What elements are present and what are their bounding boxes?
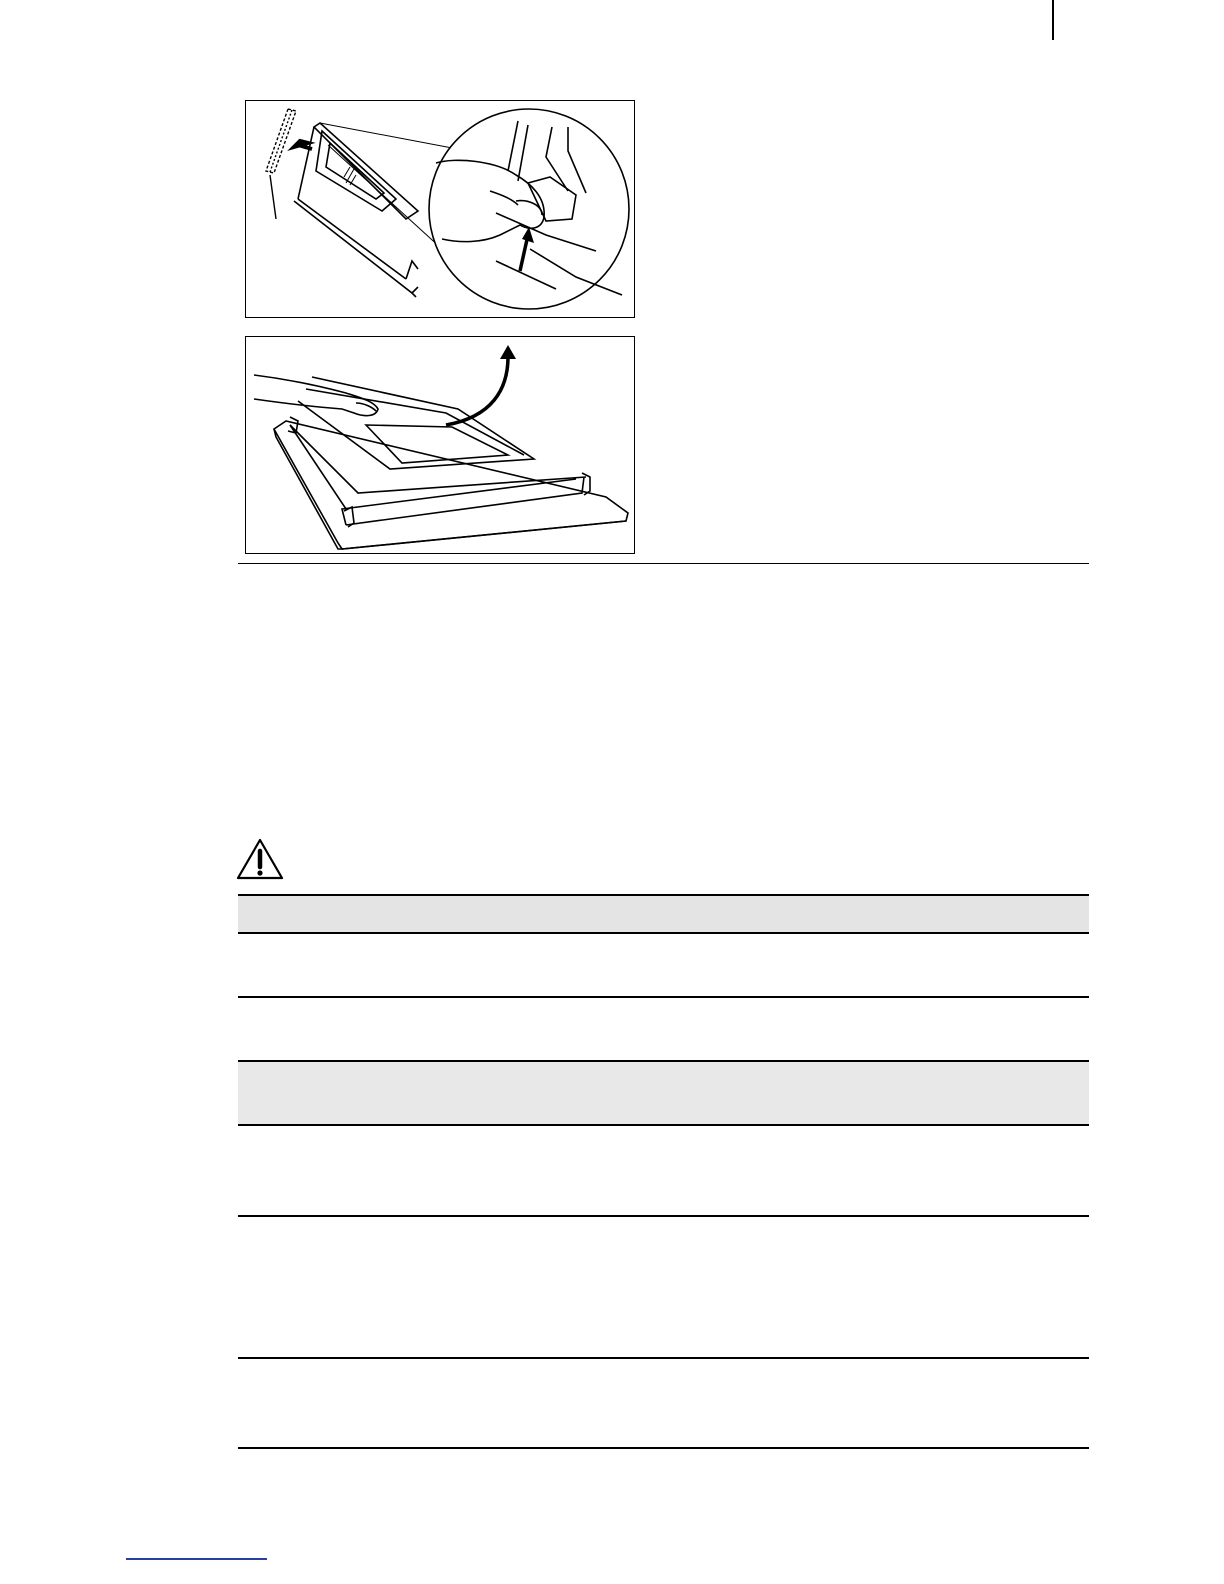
warning-triangle-icon <box>236 838 284 880</box>
section-divider <box>238 563 1089 564</box>
footnote-divider <box>126 1558 267 1560</box>
table-row <box>238 1217 1089 1359</box>
figure-remove-door-trim <box>245 100 635 318</box>
table-row <box>238 934 1089 998</box>
glass-panel-illustration <box>246 337 634 553</box>
troubleshooting-table <box>238 894 1089 1449</box>
figure-lift-glass-panel <box>245 336 635 554</box>
table-header-row <box>238 896 1089 934</box>
table-row <box>238 1359 1089 1447</box>
table-row <box>238 998 1089 1062</box>
table-row <box>238 1062 1089 1126</box>
page-edge-marker <box>1052 0 1054 40</box>
door-trim-illustration <box>246 101 634 317</box>
table-row <box>238 1126 1089 1217</box>
